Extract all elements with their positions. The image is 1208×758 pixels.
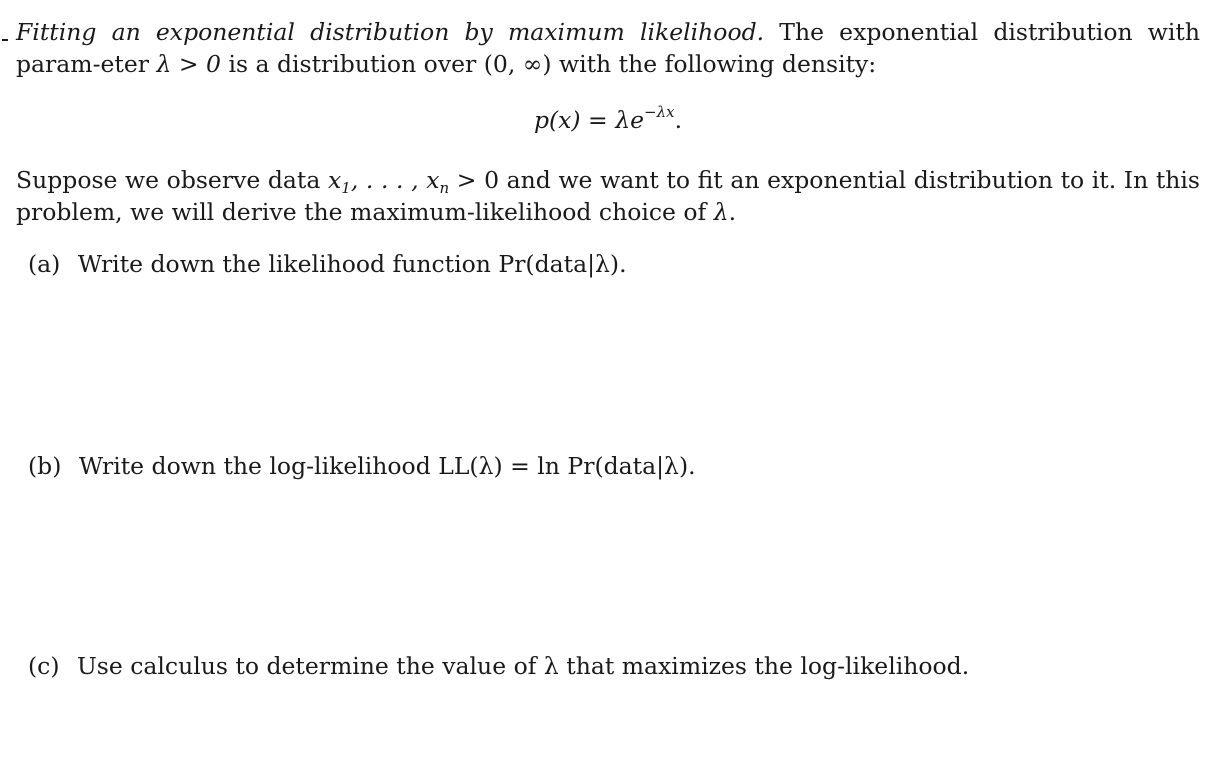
part-b-label: (b) — [28, 452, 62, 480]
density-equation — [16, 103, 1200, 134]
problem-title: Fitting an exponential distribution by maximum likelihood. — [16, 18, 765, 46]
part-a-label: (a) — [28, 250, 61, 278]
problem-text-1: Suppose we observe data — [16, 166, 328, 194]
part-c-label: (c) — [28, 652, 60, 680]
data-var: x — [328, 166, 342, 194]
data-dots: , . . . , x — [350, 166, 440, 194]
part-a — [28, 248, 627, 280]
density-exponent: −λx — [644, 103, 675, 121]
part-c — [28, 650, 969, 682]
part-c-text: Use calculus to determine the value of λ that maximizes the log-likelihood. — [76, 652, 970, 680]
data-sub-1: 1 — [341, 179, 351, 197]
data-condition: > 0 — [449, 166, 500, 194]
part-b-text: Write down the log-likelihood LL(λ) = ln Pr(data|λ). — [78, 452, 696, 480]
intro-text-3: with the following density: — [551, 50, 877, 78]
part-a-text: Write down the likelihood function Pr(data|λ). — [77, 250, 627, 278]
margin-mark — [2, 39, 8, 41]
lambda-condition: λ > 0 — [156, 50, 221, 78]
interval: (0, ∞) — [483, 50, 552, 78]
part-b — [28, 450, 696, 482]
problem-end: . — [728, 198, 737, 226]
problem-text-2: and we want to fit an exponential distribution to it. In this problem, we will derive the maximum-likelihood choice of — [16, 166, 1200, 226]
intro-text-1: The exponential distribution with param-eter — [16, 18, 1200, 78]
data-sub-n: n — [439, 179, 450, 197]
density-tail: . — [674, 106, 683, 134]
density-lhs: p(x) = λe — [533, 106, 645, 134]
lambda-symbol: λ — [713, 198, 729, 226]
intro-paragraph — [16, 16, 1200, 80]
problem-paragraph — [16, 164, 1200, 228]
intro-text-2: is a distribution over — [220, 50, 484, 78]
